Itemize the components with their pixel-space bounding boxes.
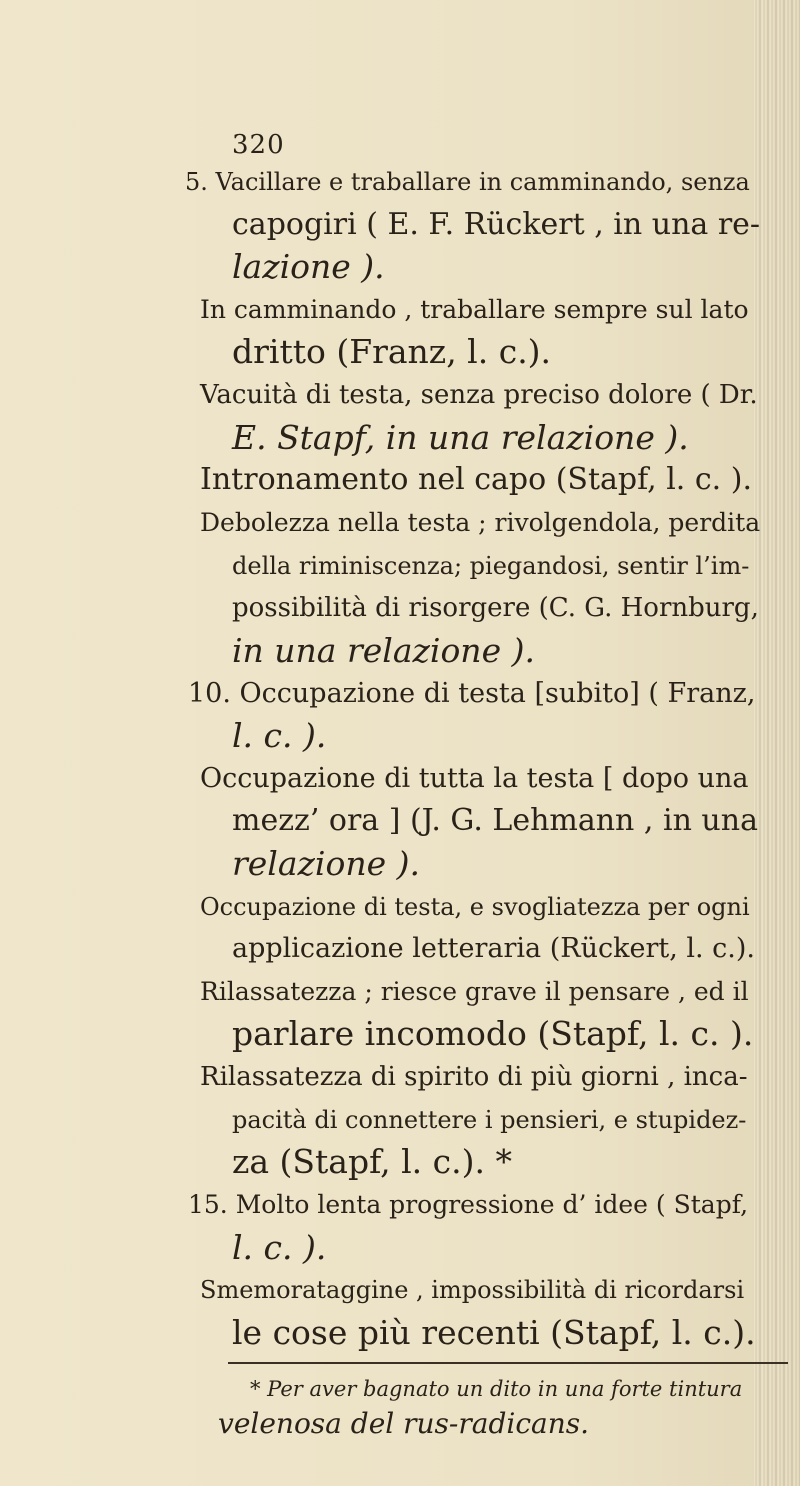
text-line: parlare incomodo (Stapf, l. c. ). [232, 1014, 754, 1053]
text-line: Occupazione di testa, e svogliatezza per ogni [200, 893, 750, 921]
text-line: Intronamento nel capo (Stapf, l. c. ). [200, 462, 752, 497]
text-line: dritto (Franz, l. c.). [232, 332, 552, 371]
text-line: in una relazione ). [232, 631, 535, 670]
text-line: lazione ). [232, 247, 385, 286]
text-line: capogiri ( E. F. Rückert , in una re- [232, 207, 761, 242]
text-line: E. Stapf, in una relazione ). [232, 418, 689, 457]
text-line: za (Stapf, l. c.). * [232, 1142, 512, 1181]
text-line: applicazione letteraria (Rückert, l. c.). [232, 933, 755, 964]
text-line: Rilassatezza di spirito di più giorni , inca- [200, 1062, 748, 1092]
text-line: Vacuità di testa, senza preciso dolore ( Dr. [200, 380, 758, 410]
text-line: 5. Vacillare e traballare in camminando, senza [185, 168, 750, 196]
text-line: In camminando , traballare sempre sul lato [200, 295, 749, 324]
text-line: Smemorataggine , impossibilità di ricordarsi [200, 1276, 745, 1304]
footnote-line: velenosa del rus-radicans. [218, 1407, 589, 1440]
text-line: l. c. ). [232, 716, 327, 755]
text-line: le cose più recenti (Stapf, l. c.). [232, 1313, 756, 1352]
page-number: 320 [232, 130, 285, 160]
text-line: pacità di connettere i pensieri, e stupidez- [232, 1106, 747, 1134]
text-line: Occupazione di tutta la testa [ dopo una [200, 763, 749, 794]
text-line: possibilità di risorgere (C. G. Hornburg, [232, 593, 759, 623]
text-line: mezz’ ora ] (J. G. Lehmann , in una [232, 803, 758, 838]
text-line: della riminiscenza; piegandosi, sentir l’im- [232, 552, 750, 580]
footnote-rule [228, 1362, 788, 1364]
text-line: l. c. ). [232, 1228, 327, 1267]
footnote-line: * Per aver bagnato un dito in una forte tintura [250, 1377, 743, 1401]
text-line: Debolezza nella testa ; rivolgendola, perdita [200, 508, 761, 537]
text-line: Rilassatezza ; riesce grave il pensare , ed il [200, 977, 749, 1006]
text-line: relazione ). [232, 844, 420, 883]
text-line: 15. Molto lenta progressione d’ idee ( Stapf, [188, 1190, 749, 1219]
page-edge [754, 0, 800, 1486]
text-line: 10. Occupazione di testa [subito] ( Franz, [188, 678, 756, 709]
